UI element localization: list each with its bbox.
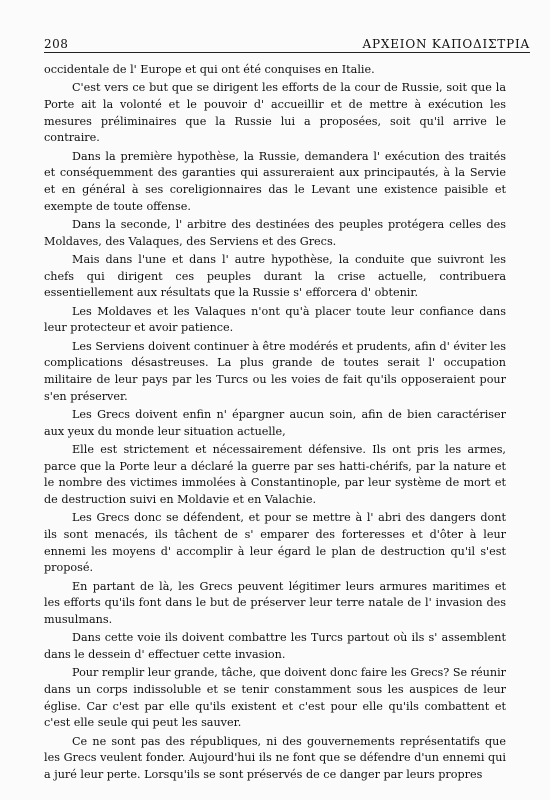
paragraph: C'est vers ce but que se dirigent les efforts de la cour de Russie, soit que la Porte ait la volonté et le pouvoir d' accueillir et de mettre à exécution les mesures préliminaires que la Russie lui a proposées, soit qu'il arrive le contraire. — [44, 81, 506, 145]
paragraph: En partant de là, les Grecs peuvent légitimer leurs armures maritimes et les efforts qu'ils font dans le but de préserver leur terre natale de l' invasion des musulmans. — [44, 579, 506, 626]
header-rule — [44, 52, 530, 53]
paragraph: Ce ne sont pas des républiques, ni des gouvernements représentatifs que les Grecs veulent fonder. Aujourd'hui ils ne font que se défendre d'un ennemi qui a juré leur perte. Lorsqu'ils se sont préservés de ce danger par leurs propres — [44, 734, 506, 781]
paragraph: Dans la seconde, l' arbitre des destinées des peuples protégera celles des Moldaves, des Valaques, des Serviens et des Grecs. — [44, 218, 506, 248]
paragraph: Dans cette voie ils doivent combattre les Turcs partout où ils s' assemblent dans le dessein d' effectuer cette invasion. — [44, 631, 506, 661]
paragraph: Les Grecs donc se défendent, et pour se mettre à l' abri des dangers dont ils sont menacés, ils tâchent de s' emparer des forteresses et d'ôter à leur ennemi les moyens d' accomplir à leur égard le plan de destruction qu'il s'est proposé. — [44, 511, 506, 575]
page-header — [44, 33, 530, 53]
paragraph: Elle est strictement et nécessairement défensive. Ils ont pris les armes, parce que la Porte leur a déclaré la guerre par ses hatti-chérifs, par la nature et le nombre des victimes immolées à Constantinople, par leur système de mort et de destruction suivi en Moldavie et en Valachie. — [44, 443, 506, 506]
paragraph: Dans la première hypothèse, la Russie, demandera l' exécution des traités et conséquemment des garanties qui assureraient aux principautés, à la Servie et en général à ses coreligionnaires das le Levant une existence paisible et exempte de toute offense. — [44, 149, 506, 213]
paragraph: Pour remplir leur grande, tâche, que doivent donc faire les Grecs? Se réunir dans un corps indissoluble et se tenir constamment sous les auspices de leur église. Car c'est par elle qu'ils existent et c'est pour elle qu'ils combattent et c'est elle seule qui peut les sauver. — [44, 666, 506, 730]
page-number: 208 — [44, 37, 69, 51]
paragraph: Les Serviens doivent continuer à être modérés et prudents, afin d' éviter les complications désastreuses. La plus grande de toutes serait l' occupation militaire de leur pays par les Turcs ou les voies de fait qu'ils opposeraient pour s'en préserver. — [44, 339, 506, 403]
paragraph: Les Moldaves et les Valaques n'ont qu'à placer toute leur confiance dans leur protecteur et avoir patience. — [44, 304, 506, 335]
paragraph: Mais dans l'une et dans l' autre hypothèse, la conduite que suivront les chefs qui dirigent ces peuples durant la crise actuelle, contribuera essentiellement aux résultats que la Russie s' efforcera d' obtenir. — [44, 253, 506, 300]
paragraph: Les Grecs doivent enfin n' épargner aucun soin, afin de bien caractériser aux yeux du monde leur situation actuelle, — [44, 408, 506, 438]
body-text — [44, 62, 506, 785]
running-title: ΑΡΧΕΙΟΝ ΚΑΠΟΔΙΣΤΡΙΑ — [362, 37, 530, 51]
paragraph: occidentale de l' Europe et qui ont été conquises en Italie. — [44, 63, 375, 76]
